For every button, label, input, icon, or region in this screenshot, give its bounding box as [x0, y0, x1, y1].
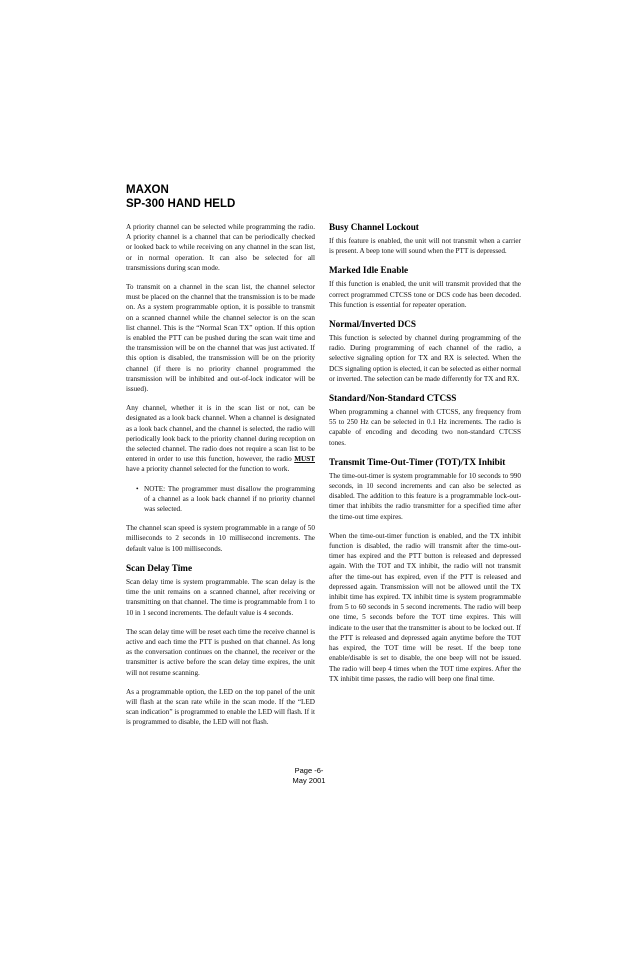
- bullet-icon: •: [136, 484, 139, 493]
- page-footer: [0, 766, 618, 786]
- look-back-text-start: Any channel, whether it is in the scan list or not, can be designated as a look back channel. When a channel is designated as a look back channel, and the channel is selected, the radio will periodically look back to the priority channel during reception on the selected channel. The radio does not require a scan list to be entered in order to use this function, however, the radio: [126, 404, 315, 464]
- look-back-paragraph: [126, 403, 315, 474]
- must-emphasis: MUST: [294, 455, 315, 464]
- note-item: [136, 484, 315, 515]
- busy-channel-paragraph: If this feature is enabled, the unit will not transmit when a carrier is present. A beep tone will sound when the PTT is depressed.: [329, 237, 521, 256]
- scan-delay-paragraph: Scan delay time is system programmable. The scan delay is the time the unit remains on a scanned channel, after receiving or transmitting on that channel. The time is programmable from 1 to 10 in 1 second increments. The default value is 4 seconds.: [126, 577, 315, 617]
- priority-channel-paragraph: A priority channel can be selected while programming the radio. A priority channel is a channel that can be periodically checked or looked back to while receiving on any channel in the scan list, or in normal operation. It can also be selected for all transmissions during scan mode.: [126, 223, 315, 272]
- led-scan-paragraph: As a programmable option, the LED on the top panel of the unit will flash at the scan rate while in the scan mode. If the “LED scan indication” is programmed to enable the LED will flash. If it is programmed to disable, the LED will not flash.: [126, 687, 315, 727]
- dcs-paragraph: This function is selected by channel during programming of the radio. During programming of each channel of the radio, a selective signaling option for TX and RX is selected. When the DCS signaling option is elected, it can be selected as either normal or inverted. The selection can be made differently for TX and RX.: [329, 334, 522, 383]
- right-column: [329, 222, 521, 693]
- look-back-text-end: have a priority channel selected for the function to work.: [126, 465, 290, 474]
- marked-idle-heading: Marked Idle Enable: [329, 265, 409, 276]
- scan-delay-reset-paragraph: The scan delay time will be reset each time the receive channel is active and each time the PTT is pushed on that channel. As long as the conversation continues on the channel, the receiver or the transmitter is active before the scan delay time expires, the unit will not resume scanning.: [126, 627, 315, 677]
- ctcss-heading: Standard/Non-Standard CTCSS: [329, 393, 457, 404]
- header-model: SP-300 HAND HELD: [126, 198, 236, 210]
- publication-date: May 2001: [292, 776, 326, 785]
- scan-transmit-paragraph: To transmit on a channel in the scan list, the channel selector must be placed on the channel that the transmission is to be made on. As a system programmable option, it is possible to transmit on a scanned channel while the channel selector is on the scan list channel. This is the “Normal Scan TX” option. If this option is enabled the PTT can be pushed during the scan wait time and the transmission will be on the channel that was just activated. If this option is disabled, the transmission will be on the priority channel (if there is no priority channel programmed the transmission will be inhibited and out-of-lock indicator will be issued).: [126, 283, 315, 394]
- busy-channel-heading: Busy Channel Lockout: [329, 222, 419, 232]
- tot-paragraph-1: The time-out-timer is system programmable for 10 seconds to 990 seconds, in 10 second increments and can also be selected as disabled. The addition to this feature is a programmable lock-out-timer that inhibits the radio transmitter for a specified time after the time-out time expires.: [329, 471, 521, 521]
- tot-heading: Transmit Time-Out-Timer (TOT)/TX Inhibit: [329, 456, 506, 467]
- header-brand: MAXON: [126, 184, 169, 196]
- marked-idle-paragraph: If this function is enabled, the unit will transmit provided that the correct programmed CTCSS tone or DCS code has been decoded. This function is essential for repeater operation.: [329, 280, 521, 309]
- document-header: [126, 183, 235, 211]
- scan-delay-heading: Scan Delay Time: [126, 562, 193, 573]
- dcs-heading: Normal/Inverted DCS: [329, 319, 417, 330]
- scan-speed-paragraph: The channel scan speed is system programmable in a range of 50 milliseconds to 2 seconds in 10 millisecond increments. The default value is 100 milliseconds.: [126, 524, 315, 553]
- tot-paragraph-2: When the time-out-timer function is enabled, and the TX inhibit function is disabled, the radio will transmit after the time-out-timer has expired and the PTT button is released and depressed again. With the TOT and TX inhibit, the radio will not transmit after the time-out has expired, even if the PTT is released and depressed again. Transmission will not be allowed until the TX inhibit time has expired. TX inhibit time is system programmable from 5 to 60 seconds in 5 second increments. The radio will beep one time, 5 seconds before the TOT time expires. This will indicate to the user that the transmitter is about to be locked out. If the PTT is released and depressed again anytime before the TOT has expired, the TOT time will be reset. If the beep tone enable/disable is set to disable, the one beep will not be issued. The radio will beep 4 times when the TOT time expires. After the TX inhibit time passes, the radio will beep one final time.: [329, 531, 521, 683]
- page-number: Page -6-: [294, 766, 324, 775]
- note-text: NOTE: The programmer must disallow the programming of a channel as a look back channel if no priority channel was selected.: [144, 484, 315, 514]
- ctcss-paragraph: When programming a channel with CTCSS, any frequency from 55 to 250 Hz can be selected in 0.1 Hz increments. The radio is capable of encoding and decoding two non-standard CTCSS tones.: [329, 408, 521, 447]
- left-column: [126, 222, 315, 737]
